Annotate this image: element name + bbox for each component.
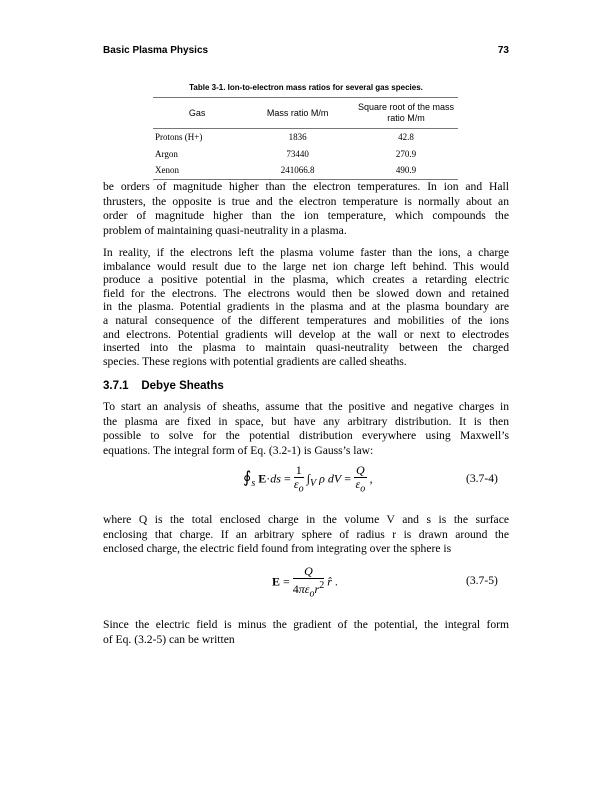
cell: Argon bbox=[155, 148, 178, 159]
cell: 241066.8 bbox=[241, 162, 354, 179]
text-line: produce a positive potential in the plasma, which creates a retarding electric bbox=[103, 273, 509, 287]
text-line: thrusters, the opposite is true and the electron temperature is normally about an bbox=[103, 194, 509, 208]
page-number: 73 bbox=[497, 45, 509, 56]
text-line: problem of maintaining quasi-neutrality in a plasma. bbox=[103, 223, 347, 237]
table-row bbox=[153, 129, 458, 146]
text-line: of Eq. (3.2-5) can be written bbox=[103, 632, 235, 646]
cell: Protons (H+) bbox=[155, 132, 203, 143]
table-caption: Table 3-1. Ion-to-electron mass ratios for several gas species. bbox=[189, 83, 423, 92]
equation-electric-field: E = $\frac{Q}{4\pi\varepsilon_or^2}$ r̂ . bbox=[272, 564, 338, 600]
cell: 73440 bbox=[286, 148, 309, 159]
table-row bbox=[153, 146, 458, 163]
paragraph bbox=[103, 400, 509, 458]
running-header-title: Basic Plasma Physics bbox=[103, 45, 209, 56]
text-line: equations. The integral form of Eq. (3.2-1) is Gauss’s law: bbox=[103, 443, 374, 457]
text-line: the plasma are fixed in space, but have any arbitrary distribution. It is then bbox=[103, 414, 509, 428]
table-header-row bbox=[153, 98, 458, 129]
equation-number: (3.7-4) bbox=[466, 472, 498, 485]
paragraph bbox=[103, 618, 509, 647]
cell: Xenon bbox=[153, 162, 241, 179]
text-line: imbalance would result due to the large net ion charge left behind. This would bbox=[103, 259, 509, 273]
column-header-mass-ratio: Mass ratio M/m bbox=[241, 98, 354, 129]
text-line: Since the electric field is minus the gradient of the potential, the integral form bbox=[103, 618, 509, 631]
column-header-sqrt: Square root of the mass ratio M/m bbox=[354, 98, 458, 129]
cell: 1836 bbox=[288, 132, 307, 143]
text-line: where Q is the total enclosed charge in the volume V and s is the surface bbox=[103, 513, 509, 526]
text-line: in the plasma. Potential gradients in the plasma and at the plasma boundary are bbox=[103, 300, 509, 314]
text-line: enclosing that charge. If an arbitrary sphere of radius r is drawn around the bbox=[103, 527, 509, 541]
column-header-gas: Gas bbox=[153, 98, 241, 129]
text-line: field for the electrons. The electrons would then be slowed down and retained bbox=[103, 286, 509, 300]
equation-gauss-law: $∮_s$ E·ds = $\frac{1}{\varepsilon_o}$ $\int_V$ ρ dV = $\frac{Q}{\varepsilon_o}$ , bbox=[243, 463, 373, 495]
mass-ratio-table bbox=[153, 97, 458, 180]
paragraph bbox=[103, 246, 509, 368]
section-heading: 3.7.1 Debye Sheaths bbox=[103, 380, 224, 392]
text-line: possible to solve for the potential distribution everywhere using Maxwell’s bbox=[103, 429, 509, 442]
text-line: be orders of magnitude higher than the electron temperatures. In ion and Hall bbox=[103, 180, 509, 193]
cell: 42.8 bbox=[398, 132, 414, 143]
text-line: a natural consequence of the different temperatures and mobilities of the ions bbox=[103, 313, 509, 327]
paragraph bbox=[103, 180, 509, 238]
cell: 490.9 bbox=[354, 162, 458, 179]
text-line: and electrons. Potential gradients will develop at the wall or next to electrodes bbox=[103, 327, 509, 341]
equation-number: (3.7-5) bbox=[466, 574, 498, 587]
text-line: inserted into the plasma to maintain quasi-neutrality between the charged bbox=[103, 341, 509, 355]
cell: 270.9 bbox=[395, 148, 417, 159]
text-line: species. These regions with potential gradients are called sheaths. bbox=[103, 354, 407, 368]
text-line: In reality, if the electrons left the plasma volume faster than the ions, a charge bbox=[103, 246, 509, 259]
table-row bbox=[153, 162, 458, 179]
text-line: order of magnitude higher than the ion temperature, which compounds the bbox=[103, 209, 509, 222]
text-line: enclosed charge, the electric field found from integrating over the sphere is bbox=[103, 542, 452, 555]
paragraph bbox=[103, 513, 509, 557]
text-line: To start an analysis of sheaths, assume that the positive and negative charges in bbox=[103, 400, 509, 413]
